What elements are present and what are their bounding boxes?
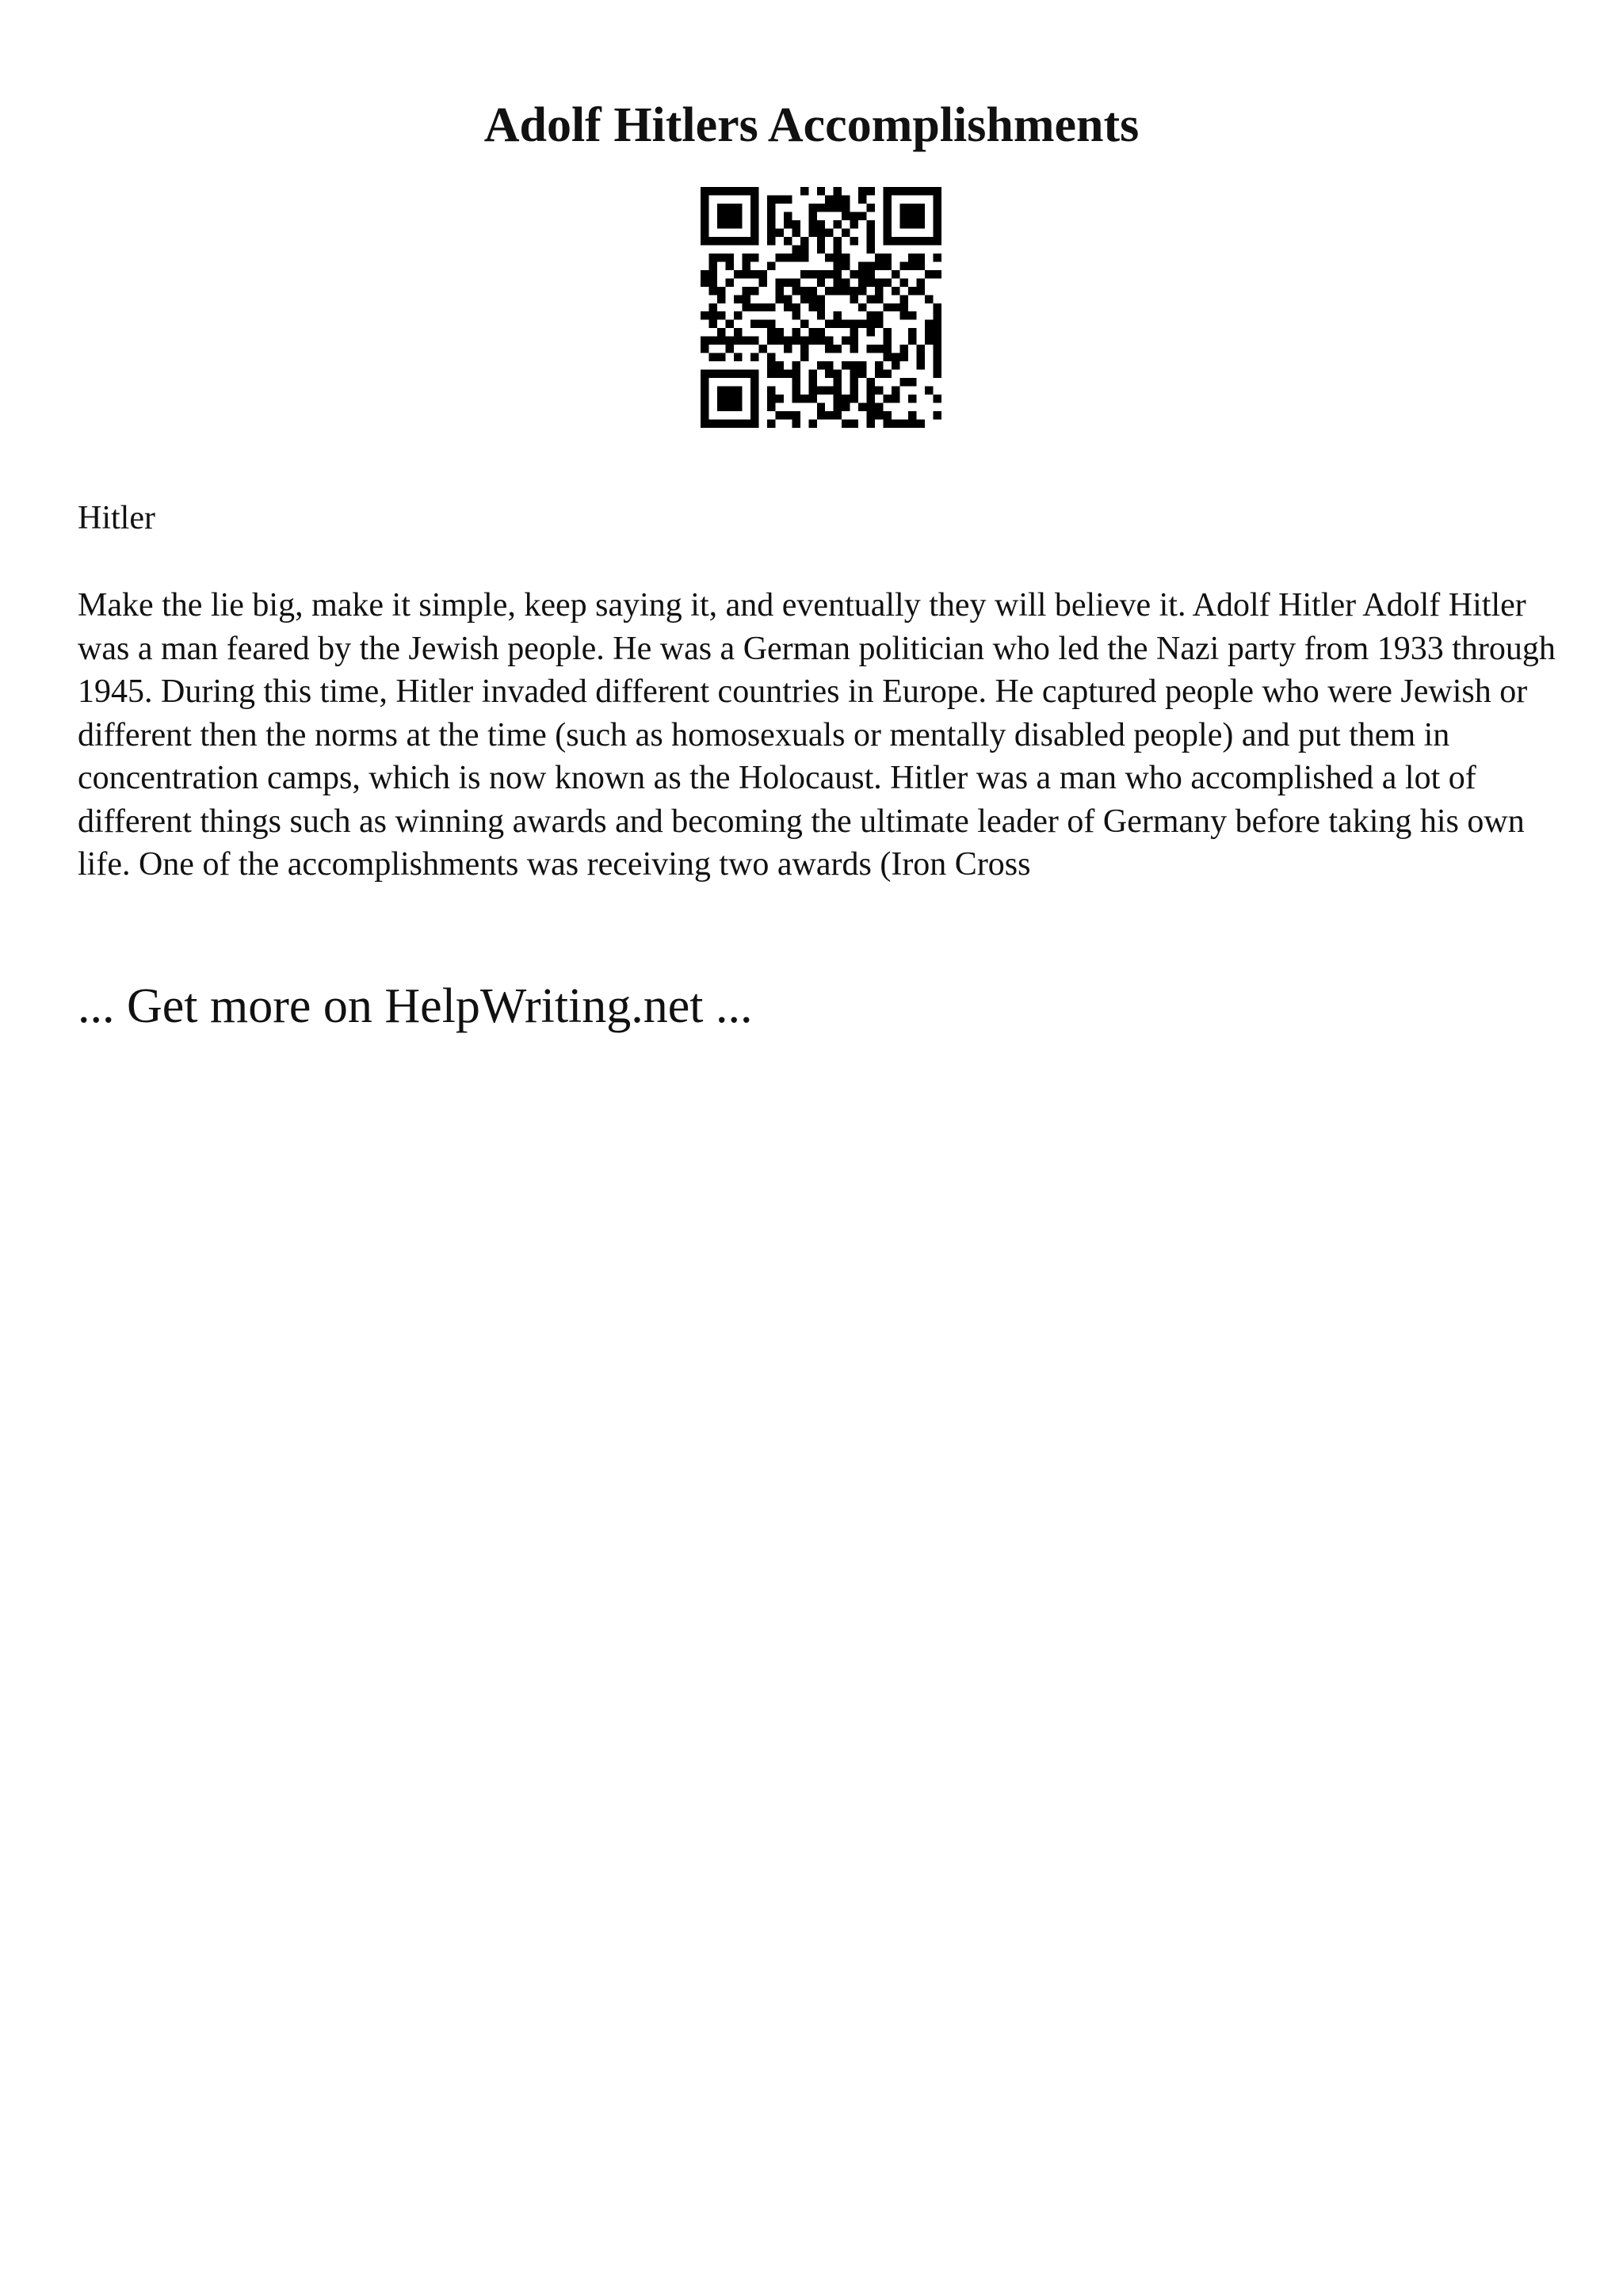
section-heading: Hitler — [78, 500, 155, 536]
qr-code-icon — [701, 187, 941, 428]
helpwriting-link[interactable]: ... Get more on HelpWriting.net ... — [78, 979, 753, 1033]
page-title: Adolf Hitlers Accomplishments — [483, 98, 1140, 152]
body-paragraph: Make the lie big, make it simple, keep saying it, and eventually they will believe it. Adolf Hitler Adolf Hitler was a man feared by the Jewish people. He was a German politician who led the Nazi party from 1933 through 1945. During this time, Hitler invaded different countries in Europe. He captured people who were Jewish or different then the norms at the time (such as homosexuals or mentally disabled people) and put them in concentration camps, which is now known as the Holocaust. Hitler was a man who accomplished a lot of different things such as winning awards and becoming the ultimate leader of Germany before taking his own life. One of the accomplishments was receiving two awards (Iron Cross — [78, 587, 1556, 883]
